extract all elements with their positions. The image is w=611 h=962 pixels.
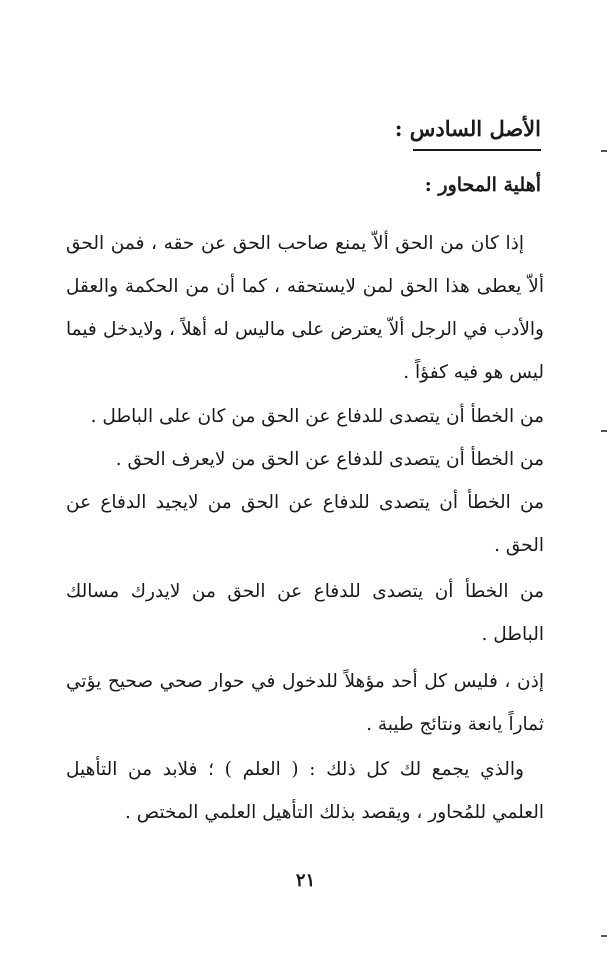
edge-mark <box>601 430 607 432</box>
section-subheading: أهلية المحاور : <box>424 174 541 196</box>
paragraph-7: والذي يجمع لك كل ذلك : ( العلم ) ؛ فلابد من التأهيل العلمي للمُحاور ، ويقصد بذلك التأهيل العلمي المختص . <box>66 759 544 823</box>
paragraph-5: من الخطأ أن يتصدى للدفاع عن الحق من لايدرك مسالك الباطل . <box>66 581 544 645</box>
edge-mark <box>601 150 607 152</box>
paragraph-6: إذن ، فليس كل أحد مؤهلاً للدخول في حوار صحي صحيح يؤتي ثماراً يانعة ونتائج طيبة . <box>66 671 544 735</box>
paragraph-3: من الخطأ أن يتصدى للدفاع عن الحق من لايعرف الحق . <box>115 449 544 470</box>
paragraph-1: إذا كان من الحق ألاّ يمنع صاحب الحق عن حقه ، فمن الحق ألاّ يعطى هذا الحق لمن لايستحقه ، كما أن من الحكمة والعقل والأدب في الرجل ألاّ يعترض على ماليس له أهلاً ، ولايدخل فيما ليس هو فيه كفؤاً . <box>66 233 544 383</box>
section-heading: الأصل السادس : <box>394 116 541 141</box>
page-number: ٢١ <box>295 870 316 891</box>
paragraph-4: من الخطأ أن يتصدى للدفاع عن الحق من لايجيد الدفاع عن الحق . <box>66 492 544 556</box>
paragraph-2: من الخطأ أن يتصدى للدفاع عن الحق من كان على الباطل . <box>90 406 544 427</box>
edge-mark <box>601 935 607 937</box>
heading-underline <box>413 149 541 151</box>
